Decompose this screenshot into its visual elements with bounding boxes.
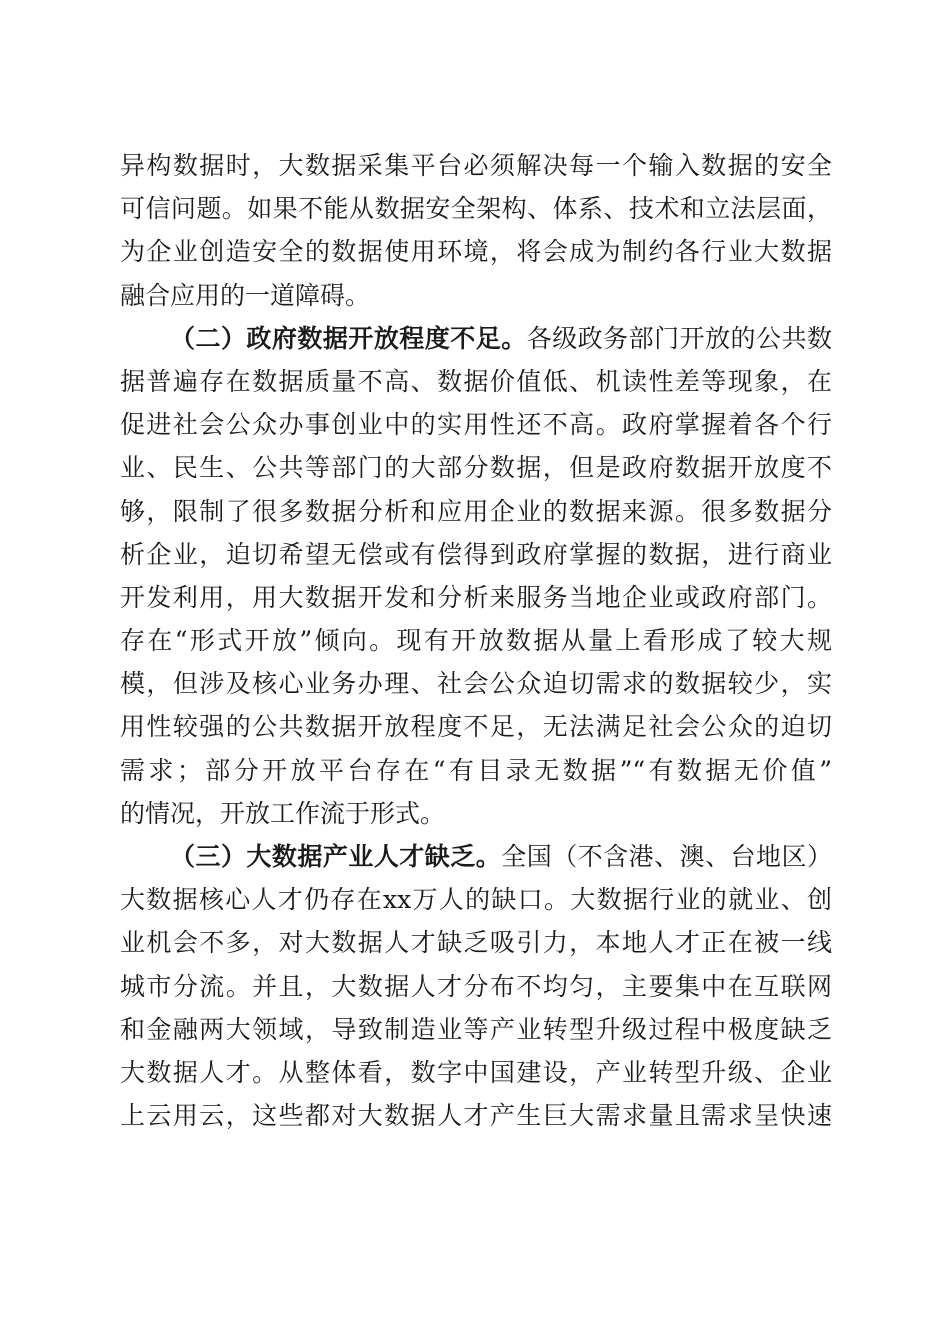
paragraph-2-line: 促进社会公众办事创业中的实用性还不高。政府掌握着各个行: [120, 410, 832, 440]
paragraph-2-first-line-text: 各级政务部门开放的公共数: [526, 323, 832, 353]
document-body: [120, 144, 832, 1137]
paragraph-3-line: 城市分流。并且，大数据人才分布不均匀，主要集中在互联网: [120, 971, 832, 1001]
paragraph-3-line: 大数据核心人才仍存在xx万人的缺口。大数据行业的就业、创: [120, 885, 832, 915]
paragraph-2-first-line: [120, 317, 832, 360]
paragraph-3-line: 上云用云，这些都对大数据人才产生巨大需求量且需求呈快速: [120, 1101, 832, 1131]
paragraph-2-line: 的情况，开放工作流于形式。: [120, 798, 446, 828]
paragraph-2-line: 模，但涉及核心业务办理、社会公众迫切需求的数据较少，实: [120, 669, 832, 699]
paragraph-3-line: 大数据人才。从整体看，数字中国建设，产业转型升级、企业: [120, 1057, 832, 1087]
paragraph-2-line: 析企业，迫切希望无偿或有偿得到政府掌握的数据，进行商业: [120, 539, 832, 569]
paragraph-2-line: 用性较强的公共数据开放程度不足，无法满足社会公众的迫切: [120, 712, 832, 742]
paragraph-3-first-line-text: 全国（不含港、澳、台地区）: [501, 842, 832, 871]
paragraph-2-line: 够，限制了很多数据分析和应用企业的数据来源。很多数据分: [120, 496, 832, 526]
paragraph-1-line-3: 为企业创造安全的数据使用环境，将会成为制约各行业大数据: [120, 237, 832, 267]
paragraph-1-line-4: 融合应用的一道障碍。: [120, 280, 371, 310]
paragraph-3-first-line: [120, 835, 832, 878]
paragraph-2-line: 开发利用，用大数据开发和分析来服务当地企业或政府部门。: [120, 582, 832, 612]
paragraph-2-heading: （二）政府数据开放程度不足。: [170, 323, 527, 353]
paragraph-1-line-2: 可信问题。如果不能从数据安全架构、体系、技术和立法层面，: [120, 194, 832, 224]
paragraph-3-line: 业机会不多，对大数据人才缺乏吸引力，本地人才正在被一线: [120, 928, 832, 958]
paragraph-3-heading: （三）大数据产业人才缺乏。: [170, 842, 502, 871]
paragraph-3-line: 和金融两大领域，导致制造业等产业转型升级过程中极度缺乏: [120, 1014, 832, 1044]
paragraph-2-line: 据普遍存在数据质量不高、数据价值低、机读性差等现象，在: [120, 366, 832, 396]
paragraph-1-line-1: 异构数据时，大数据采集平台必须解决每一个输入数据的安全: [120, 151, 832, 180]
paragraph-2-line: 存在“形式开放”倾向。现有开放数据从量上看形成了较大规: [120, 626, 832, 656]
paragraph-2-line: 需求；部分开放平台存在“有目录无数据”“有数据无价值”: [120, 755, 832, 785]
paragraph-2-line: 业、民生、公共等部门的大部分数据，但是政府数据开放度不: [120, 453, 832, 483]
